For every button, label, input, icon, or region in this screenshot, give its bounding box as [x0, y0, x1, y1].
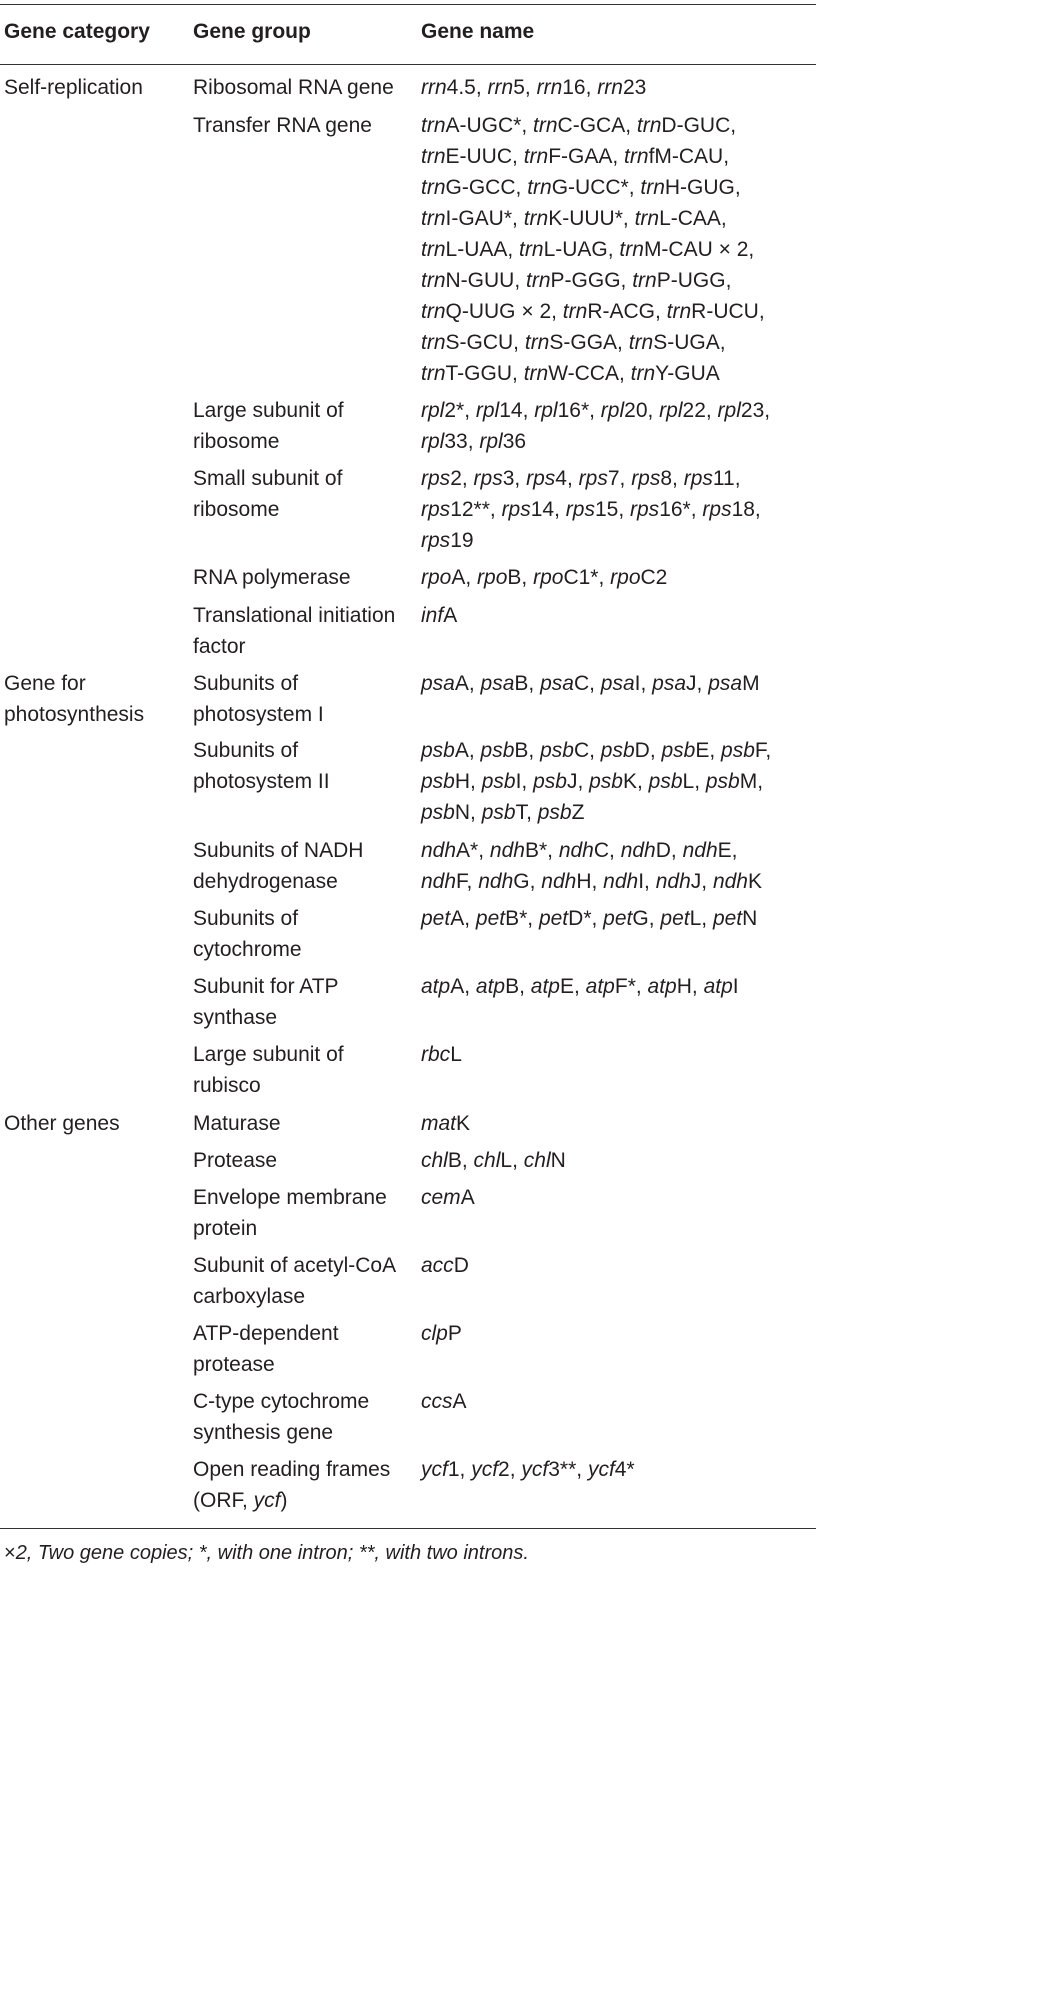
gene-group-label: synthase — [193, 1006, 278, 1029]
gene-name-list: rbcL — [421, 1043, 462, 1066]
gene-group-label: cytochrome — [193, 938, 302, 961]
gene-name-list: trnL-UAA, trnL-UAG, trnM-CAU × 2, — [421, 238, 755, 261]
gene-group-label: Transfer RNA gene — [193, 114, 372, 137]
gene-name-list: ndhF, ndhG, ndhH, ndhI, ndhJ, ndhK — [421, 870, 763, 893]
gene-category-label: Gene for — [4, 672, 86, 695]
gene-group-label: Subunits of NADH — [193, 839, 364, 862]
gene-group-label: ATP-dependent — [193, 1322, 339, 1345]
gene-name-list: ycf1, ycf2, ycf3**, ycf4* — [421, 1458, 635, 1481]
gene-group-label: ribosome — [193, 430, 280, 453]
gene-name-list: ccsA — [421, 1390, 467, 1413]
header-gene-category: Gene category — [4, 20, 150, 43]
table-footnote — [4, 1538, 529, 1568]
header-gene-group: Gene group — [193, 20, 311, 43]
header-gene-name: Gene name — [421, 20, 535, 43]
gene-group-label: photosystem I — [193, 703, 324, 726]
gene-name-list: matK — [421, 1112, 471, 1135]
gene-name-list: trnQ-UUG × 2, trnR-ACG, trnR-UCU, — [421, 300, 765, 323]
gene-name-list: trnN-GUU, trnP-GGG, trnP-UGG, — [421, 269, 732, 292]
gene-group-label: (ORF, ycf) — [193, 1489, 288, 1512]
gene-name-list: cemA — [421, 1186, 475, 1209]
gene-group-label: Subunit for ATP — [193, 975, 339, 998]
gene-name-list: rps19 — [421, 529, 474, 552]
gene-group-label: photosystem II — [193, 770, 330, 793]
gene-name-list: trnS-GCU, trnS-GGA, trnS-UGA, — [421, 331, 726, 354]
gene-name-list: rps12**, rps14, rps15, rps16*, rps18, — [421, 498, 761, 521]
gene-name-list: ndhA*, ndhB*, ndhC, ndhD, ndhE, — [421, 839, 738, 862]
gene-group-label: protein — [193, 1217, 258, 1240]
gene-name-list: infA — [421, 604, 458, 627]
gene-group-label: Protease — [193, 1149, 278, 1172]
gene-category-label: photosynthesis — [4, 703, 145, 726]
gene-group-label: Translational initiation — [193, 604, 396, 627]
gene-name-list: accD — [421, 1254, 469, 1277]
gene-name-list: petA, petB*, petD*, petG, petL, petN — [421, 907, 758, 930]
gene-group-label: Large subunit of — [193, 399, 344, 422]
gene-name-list: chlB, chlL, chlN — [421, 1149, 566, 1172]
gene-group-label: ribosome — [193, 498, 280, 521]
gene-group-label: Subunits of — [193, 739, 299, 762]
table-header-rule — [0, 64, 816, 65]
gene-group-label: Envelope membrane — [193, 1186, 387, 1209]
gene-group-label: carboxylase — [193, 1285, 306, 1308]
gene-group-label: RNA polymerase — [193, 566, 351, 589]
gene-name-list: rpl33, rpl36 — [421, 430, 527, 453]
gene-name-list: atpA, atpB, atpE, atpF*, atpH, atpI — [421, 975, 739, 998]
gene-name-list: rps2, rps3, rps4, rps7, rps8, rps11, — [421, 467, 741, 490]
gene-group-label: Subunit of acetyl-CoA — [193, 1254, 397, 1277]
gene-name-list: rpl2*, rpl14, rpl16*, rpl20, rpl22, rpl23, — [421, 399, 771, 422]
gene-name-list: trnI-GAU*, trnK-UUU*, trnL-CAA, — [421, 207, 727, 230]
footnote-text: 2, Two gene copies; *, with one intron; **, with two introns. — [15, 1542, 529, 1564]
gene-group-label: Subunits of — [193, 907, 299, 930]
gene-group-label: Subunits of — [193, 672, 299, 695]
gene-category-label: Other genes — [4, 1112, 120, 1135]
gene-group-label: protease — [193, 1353, 275, 1376]
gene-group-label: Small subunit of — [193, 467, 343, 490]
gene-name-list: trnE-UUC, trnF-GAA, trnfM-CAU, — [421, 145, 730, 168]
gene-name-list: psaA, psaB, psaC, psaI, psaJ, psaM — [421, 672, 760, 695]
gene-name-list: psbH, psbI, psbJ, psbK, psbL, psbM, — [421, 770, 764, 793]
gene-name-list: clpP — [421, 1322, 462, 1345]
gene-name-list: rpoA, rpoB, rpoC1*, rpoC2 — [421, 566, 668, 589]
gene-name-list: psbA, psbB, psbC, psbD, psbE, psbF, — [421, 739, 772, 762]
gene-group-label: Ribosomal RNA gene — [193, 76, 394, 99]
gene-group-label: dehydrogenase — [193, 870, 338, 893]
table-top-rule — [0, 4, 816, 5]
gene-name-list: trnG-GCC, trnG-UCC*, trnH-GUG, — [421, 176, 741, 199]
gene-name-list: trnT-GGU, trnW-CCA, trnY-GUA — [421, 362, 720, 385]
gene-group-label: rubisco — [193, 1074, 261, 1097]
gene-name-list: rrn4.5, rrn5, rrn16, rrn23 — [421, 76, 647, 99]
gene-group-label: Large subunit of — [193, 1043, 344, 1066]
gene-category-label: Self-replication — [4, 76, 143, 99]
footnote-copies-mark: × — [4, 1542, 16, 1564]
gene-group-label: Open reading frames — [193, 1458, 391, 1481]
table-bottom-rule — [0, 1528, 816, 1529]
gene-group-label: factor — [193, 635, 246, 658]
gene-group-label: synthesis gene — [193, 1421, 334, 1444]
gene-group-label: C-type cytochrome — [193, 1390, 370, 1413]
gene-name-list: psbN, psbT, psbZ — [421, 801, 585, 824]
gene-name-list: trnA-UGC*, trnC-GCA, trnD-GUC, — [421, 114, 737, 137]
gene-group-label: Maturase — [193, 1112, 281, 1135]
